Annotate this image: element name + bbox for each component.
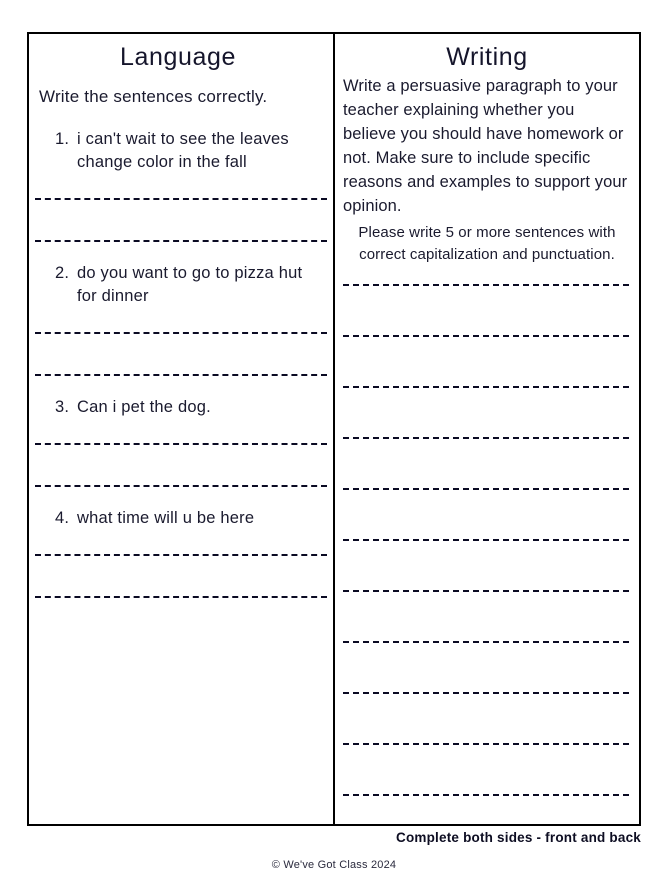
answer-lines[interactable] — [33, 554, 323, 598]
writing-prompt: Write a persuasive paragraph to your teacher explaining whether you believe you should have homework or not. Make sure to include specific reasons and examples to support your opinion. — [343, 77, 628, 215]
sentence-number: 4. — [55, 509, 70, 527]
writing-line[interactable] — [35, 240, 327, 242]
writing-line[interactable] — [343, 539, 629, 541]
language-column-title: Language — [119, 43, 237, 71]
sentence-text: Can i pet the dog. — [77, 398, 211, 416]
writing-column-title: Writing — [446, 43, 528, 71]
sentence-text: what time will u be here — [77, 509, 255, 527]
sentence-text: i can't wait to see the leaves change color in the fall — [77, 130, 289, 171]
writing-line[interactable] — [343, 743, 629, 745]
writing-line[interactable] — [343, 590, 629, 592]
writing-line[interactable] — [343, 794, 629, 796]
language-instruction: Write the sentences correctly. — [39, 87, 268, 106]
sentence-item — [55, 396, 323, 419]
writing-line[interactable] — [343, 386, 629, 388]
sentence-number: 2. — [55, 264, 70, 282]
writing-response-lines[interactable] — [343, 284, 631, 796]
sentence-number: 1. — [55, 130, 70, 148]
language-column — [29, 34, 335, 824]
writing-subprompt: Please write 5 or more sentences with correct capitalization and punctuation. — [358, 224, 616, 263]
worksheet-table — [27, 32, 641, 826]
writing-line[interactable] — [343, 284, 629, 286]
copyright-text: © We've Got Class 2024 — [271, 859, 397, 871]
sentence-item — [55, 128, 323, 174]
sentence-item — [55, 262, 323, 308]
sentence-item — [55, 507, 323, 530]
writing-line[interactable] — [343, 488, 629, 490]
writing-line[interactable] — [35, 374, 327, 376]
answer-lines[interactable] — [33, 332, 323, 376]
footer-note: Complete both sides - front and back — [396, 830, 641, 845]
writing-line[interactable] — [35, 596, 327, 598]
writing-line[interactable] — [35, 485, 327, 487]
answer-lines[interactable] — [33, 443, 323, 487]
answer-lines[interactable] — [33, 198, 323, 242]
writing-line[interactable] — [343, 437, 629, 439]
sentence-number: 3. — [55, 398, 70, 416]
writing-column — [335, 34, 639, 824]
writing-line[interactable] — [343, 335, 629, 337]
writing-line[interactable] — [343, 641, 629, 643]
writing-line[interactable] — [343, 692, 629, 694]
sentence-text: do you want to go to pizza hut for dinner — [77, 264, 303, 305]
